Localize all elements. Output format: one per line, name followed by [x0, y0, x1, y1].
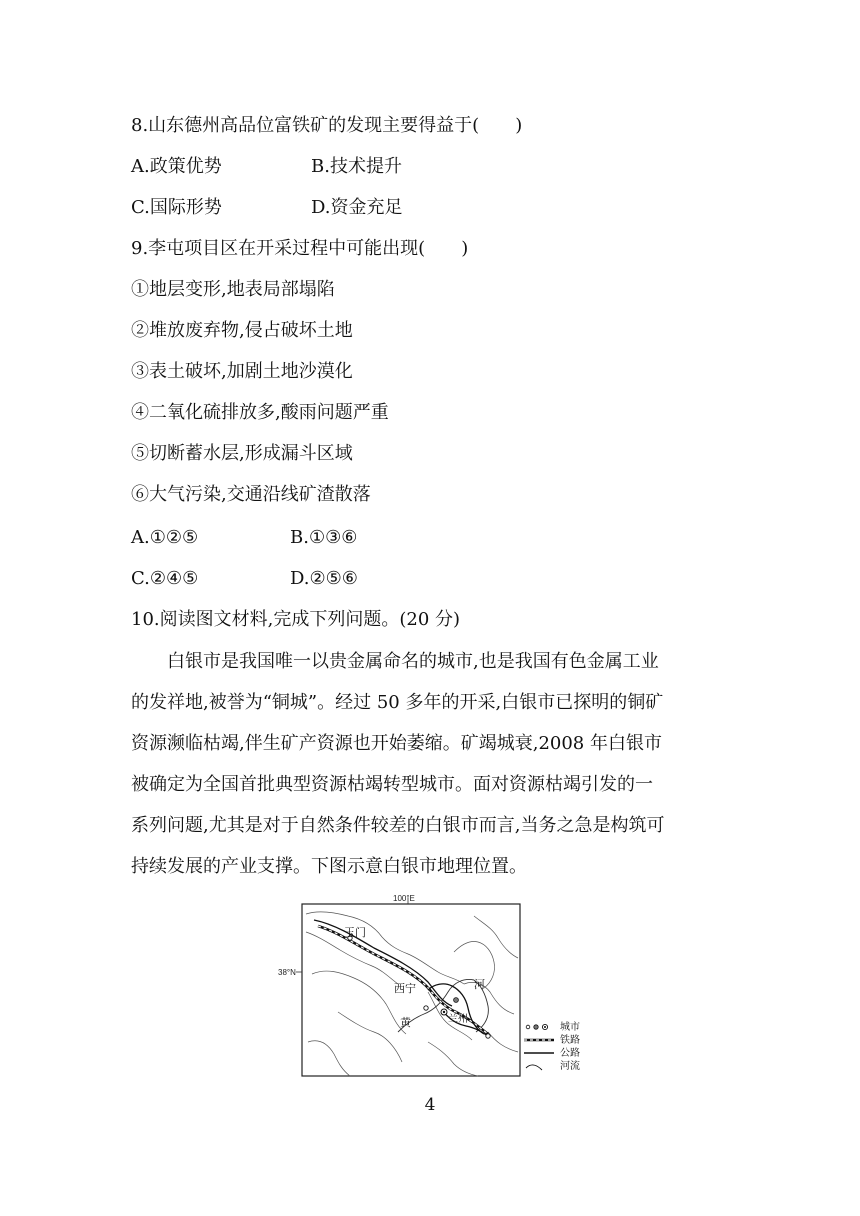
q9-option-d: D.②⑤⑥	[290, 568, 358, 589]
legend-city-icon-large	[544, 1026, 546, 1028]
q9-item-5: ⑤切断蓄水层,形成漏斗区域	[131, 443, 353, 464]
label-yumen: 玉门	[344, 926, 366, 939]
legend-city: 城市	[560, 1022, 580, 1033]
q8-stem: 8.山东德州高品位富铁矿的发现主要得益于( )	[131, 115, 523, 136]
baiyin-location-map	[278, 892, 598, 1082]
city-lanzhou-center	[443, 1011, 445, 1013]
city-southeast-marker	[486, 1034, 490, 1038]
legend-city-icon-small	[526, 1025, 530, 1029]
q8-option-a: A.政策优势	[131, 156, 222, 177]
city-xining-marker	[424, 1006, 428, 1010]
q10-paragraph-line-1: 白银市是我国唯一以贵金属命名的城市,也是我国有色金属工业	[167, 651, 659, 672]
q10-stem: 10.阅读图文材料,完成下列问题。(20 分)	[131, 609, 461, 630]
legend-city-icon-medium	[534, 1025, 538, 1029]
q9-stem: 9.李屯项目区在开采过程中可能出现( )	[131, 238, 469, 259]
latitude-label: 38°N	[278, 968, 296, 977]
label-he: 河	[474, 978, 485, 991]
q9-item-6: ⑥大气污染,交通沿线矿渣散落	[131, 484, 371, 505]
legend-river: 河流	[560, 1061, 580, 1072]
q9-item-4: ④二氧化硫排放多,酸雨问题严重	[131, 402, 389, 423]
map-legend	[524, 1020, 580, 1072]
q9-item-1: ①地层变形,地表局部塌陷	[131, 279, 335, 300]
q9-option-a: A.①②⑤	[131, 527, 199, 548]
label-huang: 黄	[400, 1016, 411, 1029]
q9-item-3: ③表土破坏,加剧土地沙漠化	[131, 361, 353, 382]
q10-paragraph-line-5: 系列问题,尤其是对于自然条件较差的白银市而言,当务之急是构筑可	[131, 815, 665, 836]
q8-option-c: C.国际形势	[131, 197, 222, 218]
city-baiyin-marker	[454, 998, 459, 1003]
q8-option-d: D.资金充足	[311, 197, 403, 218]
legend-river-icon	[526, 1065, 542, 1070]
label-lanzhou: 兰州	[448, 1014, 468, 1025]
longitude-label: 100°E	[393, 894, 415, 903]
legend-railway: 铁路	[560, 1035, 580, 1046]
q9-item-2: ②堆放废弃物,侵占破坏土地	[131, 320, 353, 341]
q9-option-b: B.①③⑥	[290, 527, 358, 548]
q10-paragraph-line-2: 的发祥地,被誉为“铜城”。经过 50 多年的开采,白银市已探明的铜矿	[131, 692, 664, 713]
label-xining: 西宁	[394, 982, 416, 995]
q9-option-c: C.②④⑤	[131, 568, 199, 589]
page-number: 4	[424, 1095, 436, 1115]
q10-paragraph-line-6: 持续发展的产业支撑。下图示意白银市地理位置。	[131, 856, 527, 877]
q8-option-b: B.技术提升	[311, 156, 402, 177]
legend-highway: 公路	[560, 1048, 580, 1059]
q10-paragraph-line-3: 资源濒临枯竭,伴生矿产资源也开始萎缩。矿竭城衰,2008 年白银市	[131, 733, 662, 754]
q10-paragraph-line-4: 被确定为全国首批典型资源枯竭转型城市。面对资源枯竭引发的一	[131, 774, 653, 795]
